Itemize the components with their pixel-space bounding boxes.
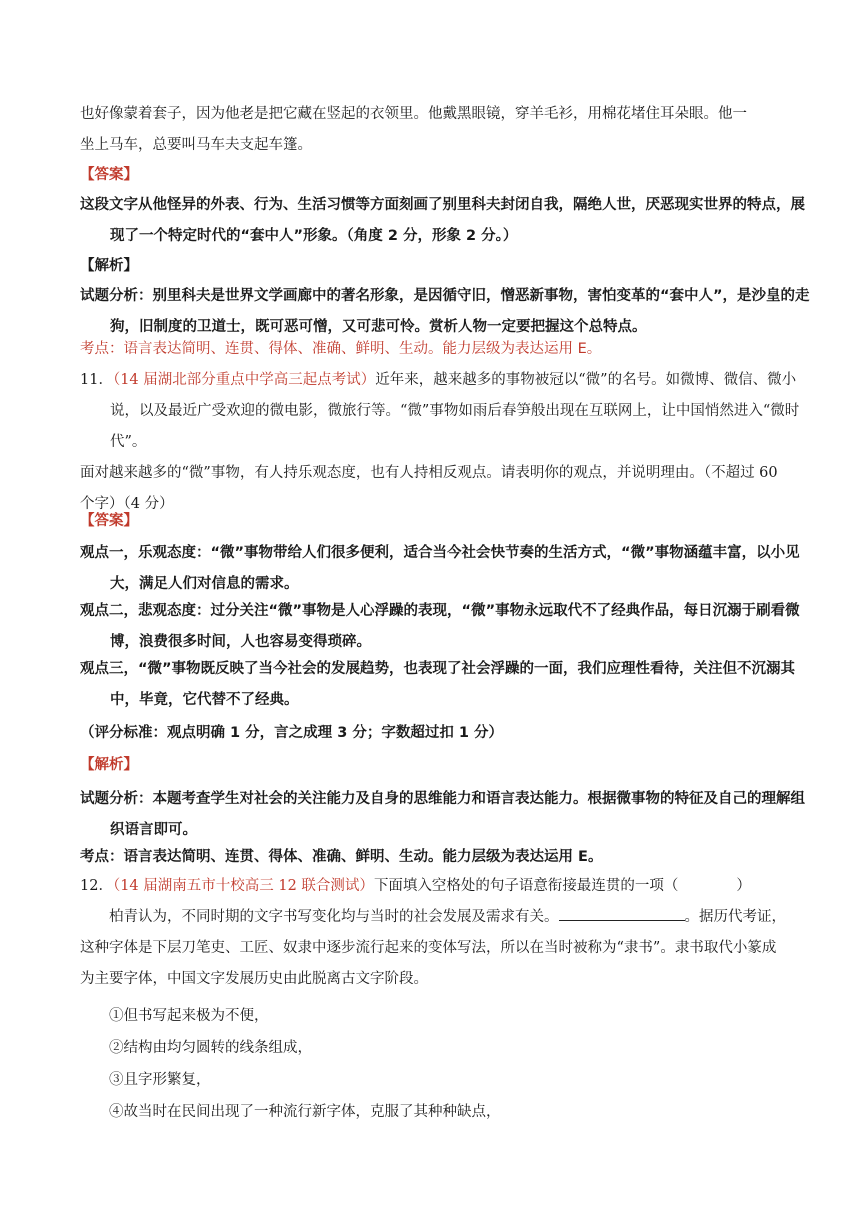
answer-tag: 【答案】	[80, 167, 138, 183]
q12-option: ③且字形繁复，	[109, 1072, 211, 1088]
q12-stem	[80, 871, 786, 902]
q12-option: ①但书写起来极为不便，	[109, 1008, 269, 1024]
q12-passage	[80, 902, 786, 995]
q12-source: （14 届湖南五市十校高三 12 联合测试）	[112, 878, 374, 894]
q10-analysis: 试题分析：别里科夫是世界文学画廊中的著名形象，是因循守旧，憎恶新事物，害怕变革的“套中人”，是沙皇的走狗，旧制度的卫道士，既可恶可憎，又可悲可怜。赏析人物一定要把握这个总特点。	[80, 288, 810, 335]
q11-question: 面对越来越多的“微”事物，有人持乐观态度，也有人持相反观点。请表明你的观点，并说明理由。（不超过 60 个字）（4 分）	[80, 465, 778, 512]
q12-stem-text: 下面填入空格处的句子语意衔接最连贯的一项（ ）	[373, 878, 751, 894]
q11-source: （14 届湖北部分重点中学高三起点考试）	[112, 372, 376, 388]
q12-number: 12．	[80, 878, 113, 894]
intro-line: 坐上马车，总要叫马车夫支起车篷。	[80, 137, 312, 153]
q12-option: ②结构由均匀圆转的线条组成，	[109, 1040, 312, 1056]
answer-tag: 【答案】	[80, 513, 138, 529]
q12-option: ④故当时在民间出现了一种流行新字体，克服了其种种缺点，	[109, 1104, 501, 1120]
q11-answer-3: 观点三，“微”事物既反映了当今社会的发展趋势，也表现了社会浮躁的一面，我们应理性看待，关注但不沉溺其中，毕竟，它代替不了经典。	[80, 661, 796, 708]
intro-line: 也好像蒙着套子，因为他老是把它藏在竖起的衣领里。他戴黑眼镜，穿羊毛衫，用棉花堵住耳朵眼。他一	[80, 106, 747, 122]
q11-number: 11．	[80, 372, 113, 388]
q11-kaodian: 考点：语言表达简明、连贯、得体、准确、鲜明、生动。能力层级为表达运用 E。	[80, 849, 603, 865]
q11-scoring: （评分标准：观点明确 1 分，言之成理 3 分；字数超过扣 1 分）	[80, 725, 504, 741]
intro-paragraph	[80, 99, 786, 161]
q11-answer-2: 观点二，悲观态度：过分关注“微”事物是人心浮躁的表现，“微”事物永远取代不了经典作品，每日沉溺于刷看微博，浪费很多时间，人也容易变得琐碎。	[80, 603, 800, 650]
q11-stem	[80, 365, 816, 458]
q12-passage-before: 柏青认为，不同时期的文字书写变化均与当时的社会发展及需求有关。	[109, 909, 559, 925]
analysis-tag: 【解析】	[80, 258, 138, 274]
q10-kaodian: 考点：语言表达简明、连贯、得体、准确、鲜明、生动。能力层级为表达运用 E。	[80, 341, 602, 357]
q12-passage-after: 。据历代考证，这种字体是下层刀笔吏、工匠、奴隶中逐步流行起来的变体写法，所以在当时被称为“隶书”。隶书取代小篆成为主要字体，中国文字发展历史由此脱离古文字阶段。	[80, 909, 786, 987]
q10-answer: 这段文字从他怪异的外表、行为、生活习惯等方面刻画了别里科夫封闭自我，隔绝人世，厌恶现实世界的特点，展现了一个特定时代的“套中人”形象。（角度 2 分，形象 2 分。）	[80, 197, 805, 244]
q11-answer-1: 观点一，乐观态度：“微”事物带给人们很多便利，适合当今社会快节奏的生活方式，“微”事物涵蕴丰富，以小见大，满足人们对信息的需求。	[80, 545, 800, 592]
q11-stem-text: 近年来，越来越多的事物被冠以“微”的名号。如微博、微信、微小说，以及最近广受欢迎的微电影，微旅行等。“微”事物如雨后春笋般出现在互联网上，让中国悄然进入“微时代”。	[110, 372, 800, 450]
analysis-tag: 【解析】	[80, 757, 138, 773]
answer-blank	[559, 906, 685, 921]
q11-analysis: 试题分析：本题考查学生对社会的关注能力及自身的思维能力和语言表达能力。根据微事物的特征及自己的理解组织语言即可。	[80, 791, 805, 838]
